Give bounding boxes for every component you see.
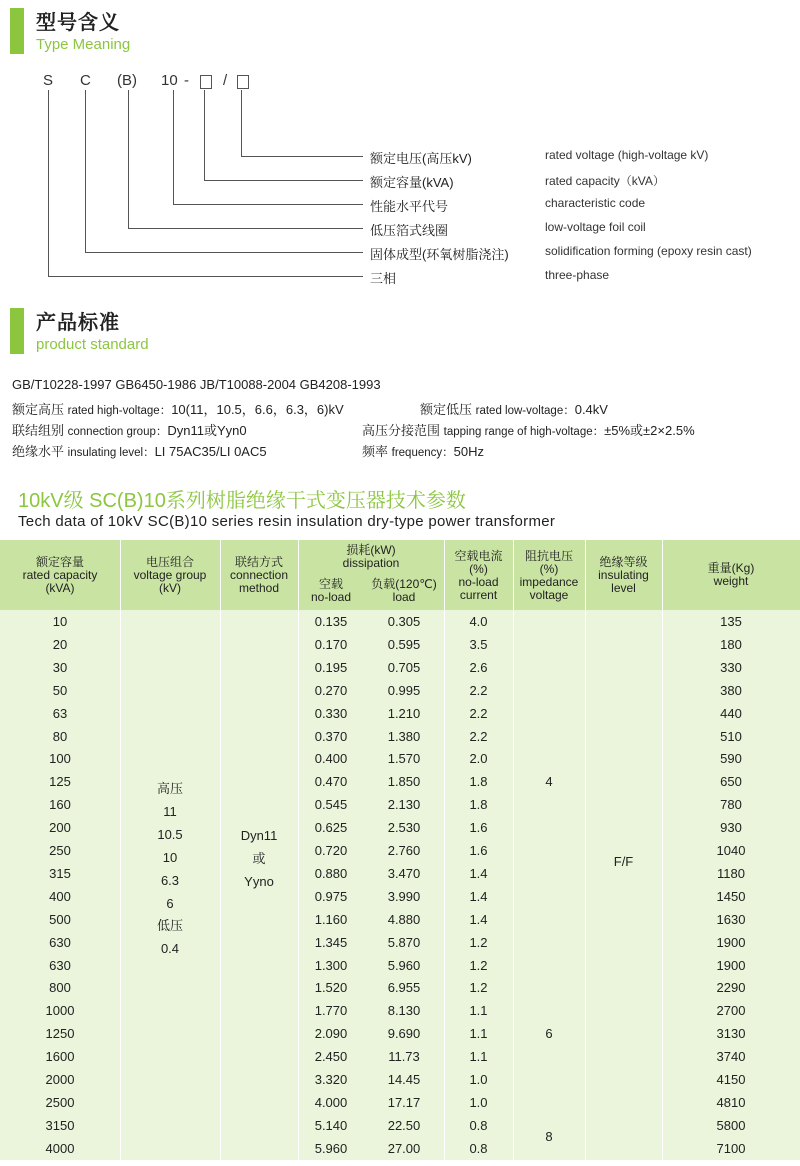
cell-weight: 780 — [720, 797, 742, 813]
tapping-range: 高压分接范围 tapping range of high-voltage：±5%或±2×2.5% — [362, 423, 695, 438]
cell-load: 2.530 — [387, 820, 421, 836]
cell-noload: 0.400 — [314, 751, 348, 767]
cell-noload: 0.545 — [314, 797, 348, 813]
cell-impedance-merged: 6 — [545, 1025, 553, 1041]
header-capacity: 额定容量 rated capacity (kVA) — [22, 555, 98, 595]
cell-capacity: 80 — [52, 728, 68, 744]
code-b: (B) — [117, 72, 137, 89]
cell-capacity: 630 — [49, 957, 71, 973]
header-impedance-voltage: 阻抗电压 (%) impedance voltage — [519, 549, 579, 602]
cell-noload: 0.625 — [314, 820, 348, 836]
cell-weight: 180 — [720, 636, 742, 652]
cell-capacity: 100 — [49, 751, 71, 767]
cell-load: 5.960 — [387, 957, 421, 973]
cell-capacity: 200 — [49, 820, 71, 836]
table-title-en: Tech data of 10kV SC(B)10 series resin insulation dry-type power transformer — [18, 513, 556, 530]
cell-weight: 1900 — [716, 934, 746, 950]
meaning-en-4: solidification forming (epoxy resin cast) — [545, 244, 752, 258]
cell-current: 2.2 — [469, 705, 488, 721]
cell-weight: 7100 — [716, 1140, 746, 1156]
code-c: C — [80, 72, 91, 89]
meaning-en-0: rated voltage (high-voltage kV) — [545, 148, 709, 162]
cell-capacity: 160 — [49, 797, 71, 813]
cell-current: 2.6 — [469, 659, 488, 675]
connection-group: 联结组别 connection group：Dyn11或Yyn0 — [12, 423, 247, 438]
cell-current: 4.0 — [469, 614, 488, 629]
code-10: 10 — [161, 72, 178, 89]
cell-capacity: 4000 — [45, 1140, 75, 1156]
insulating-level: 绝缘水平 insulating level：LI 75AC35/LI 0AC5 — [12, 444, 267, 459]
section-title-en: Type Meaning — [36, 36, 131, 53]
cell-noload: 1.300 — [314, 957, 348, 973]
cell-capacity: 1250 — [45, 1026, 75, 1042]
cell-capacity: 30 — [52, 659, 68, 675]
cell-noload: 3.320 — [314, 1072, 348, 1087]
section-accent-bar — [10, 8, 24, 54]
cell-connection-merged: Dyn11 或 Yyno — [240, 828, 278, 889]
cell-current: 2.0 — [469, 751, 488, 767]
cell-capacity: 315 — [49, 865, 71, 881]
cell-noload: 0.880 — [314, 865, 348, 881]
cell-capacity: 125 — [49, 774, 71, 790]
cell-load: 0.305 — [387, 614, 421, 629]
cell-current: 1.0 — [469, 1094, 488, 1110]
code-dash: - — [184, 72, 189, 89]
cell-capacity: 800 — [49, 980, 71, 996]
cell-weight: 330 — [720, 659, 742, 675]
cell-noload: 0.370 — [314, 728, 348, 744]
meaning-en-3: low-voltage foil coil — [545, 220, 646, 234]
table-title-zh: 10kV级 SC(B)10系列树脂绝缘干式变压器技术参数 — [18, 490, 466, 512]
cell-current: 2.2 — [469, 682, 488, 698]
cell-current: 1.8 — [469, 774, 488, 790]
cell-load: 3.470 — [387, 865, 421, 881]
meaning-en-1: rated capacity（kVA） — [545, 174, 665, 188]
code-s: S — [43, 72, 54, 89]
meaning-zh-3: 低压箔式线圈 — [370, 223, 449, 238]
cell-noload: 1.520 — [314, 980, 348, 996]
cell-weight: 4810 — [716, 1094, 746, 1110]
header-insulating-level: 绝缘等级 insulating level — [598, 555, 649, 595]
meaning-zh-0: 额定电压(高压kV) — [370, 151, 472, 166]
cell-load: 27.00 — [387, 1140, 421, 1156]
cell-noload: 5.140 — [314, 1117, 348, 1133]
cell-current: 1.6 — [469, 843, 488, 858]
header-weight: 重量(Kg) weight — [707, 561, 755, 588]
cell-capacity: 1000 — [45, 1003, 75, 1019]
cell-load: 1.210 — [387, 705, 421, 721]
meaning-zh-2: 性能水平代号 — [370, 199, 449, 214]
frequency: 频率 frequency：50Hz — [362, 444, 485, 459]
cell-noload: 2.090 — [314, 1026, 348, 1042]
cell-load: 14.45 — [387, 1072, 421, 1087]
cell-load: 8.130 — [387, 1003, 421, 1019]
cell-current: 2.2 — [469, 728, 488, 744]
cell-current: 0.8 — [469, 1117, 488, 1133]
cell-noload: 1.770 — [314, 1003, 348, 1019]
header-connection-method: 联结方式 connection method — [229, 555, 289, 595]
cell-capacity: 400 — [49, 888, 71, 904]
cell-noload: 4.000 — [314, 1094, 348, 1110]
cell-load: 0.705 — [387, 659, 421, 675]
cell-load: 17.17 — [387, 1094, 421, 1110]
section-title-zh: 产品标准 — [36, 312, 120, 334]
cell-load: 4.880 — [387, 911, 421, 927]
cell-weight: 1040 — [716, 843, 746, 858]
cell-current: 1.0 — [469, 1072, 488, 1087]
cell-weight: 510 — [720, 728, 742, 744]
meaning-zh-5: 三相 — [370, 271, 397, 286]
cell-current: 1.1 — [469, 1049, 488, 1065]
cell-capacity: 2000 — [45, 1072, 75, 1087]
cell-weight: 1450 — [716, 888, 746, 904]
cell-load: 5.870 — [387, 934, 421, 950]
cell-capacity: 2500 — [45, 1094, 75, 1110]
cell-weight: 650 — [720, 774, 742, 790]
code-slash: / — [223, 72, 228, 89]
cell-noload: 1.345 — [314, 934, 348, 950]
cell-weight: 3130 — [716, 1026, 746, 1042]
cell-current: 1.2 — [469, 957, 488, 973]
cell-noload: 5.960 — [314, 1140, 348, 1156]
cell-weight: 5800 — [716, 1117, 746, 1133]
cell-load: 3.990 — [387, 888, 421, 904]
rated-lv: 额定低压 rated low-voltage：0.4kV — [420, 402, 608, 417]
cell-capacity: 250 — [49, 843, 71, 858]
cell-capacity: 500 — [49, 911, 71, 927]
section-title-zh: 型号含义 — [36, 12, 120, 34]
cell-noload: 2.450 — [314, 1049, 348, 1065]
cell-current: 1.4 — [469, 888, 488, 904]
cell-noload: 0.170 — [314, 636, 348, 652]
cell-impedance-merged: 4 — [545, 773, 553, 789]
header-voltage-group: 电压组合 voltage group (kV) — [133, 555, 207, 595]
cell-weight: 1900 — [716, 957, 746, 973]
cell-noload: 0.330 — [314, 705, 348, 721]
cell-current: 1.6 — [469, 820, 488, 836]
cell-load: 1.380 — [387, 728, 421, 744]
cell-weight: 590 — [720, 751, 742, 767]
cell-load: 0.995 — [387, 682, 421, 698]
cell-capacity: 630 — [49, 934, 71, 950]
cell-load: 2.130 — [387, 797, 421, 813]
cell-noload: 0.195 — [314, 659, 348, 675]
section-accent-bar — [10, 308, 24, 354]
cell-current: 0.8 — [469, 1140, 488, 1156]
cell-capacity: 1600 — [45, 1049, 75, 1065]
cell-weight: 440 — [720, 705, 742, 721]
header-noload: 空载 no-load — [310, 577, 352, 604]
header-noload-current: 空载电流 (%) no-load current — [454, 549, 503, 602]
cell-noload: 0.720 — [314, 843, 348, 858]
cell-load: 0.595 — [387, 636, 421, 652]
cell-load: 9.690 — [387, 1026, 421, 1042]
header-dissipation: 损耗(kW) dissipation — [342, 543, 400, 570]
cell-current: 1.1 — [469, 1026, 488, 1042]
cell-weight: 2700 — [716, 1003, 746, 1019]
meaning-zh-4: 固体成型(环氧树脂浇注) — [370, 247, 509, 262]
cell-load: 11.73 — [388, 1049, 420, 1065]
cell-capacity: 10 — [52, 614, 68, 629]
cell-weight: 135 — [720, 614, 742, 629]
cell-current: 3.5 — [469, 636, 488, 652]
cell-insulation-merged: F/F — [613, 854, 634, 869]
cell-noload: 0.135 — [314, 614, 348, 629]
cell-weight: 930 — [720, 820, 742, 836]
section-title-en: product standard — [36, 336, 149, 353]
cell-weight: 3740 — [716, 1049, 746, 1065]
cell-weight: 2290 — [716, 980, 746, 996]
cell-load: 1.850 — [387, 774, 421, 790]
cell-current: 1.4 — [469, 865, 488, 881]
cell-voltage-group-merged: 高压 11 10.5 10 6.3 6 低压 0.4 — [156, 781, 183, 957]
cell-noload: 0.270 — [314, 682, 348, 698]
standard-codes: GB/T10228-1997 GB6450-1986 JB/T10088-2004 GB4208-1993 — [12, 377, 381, 392]
cell-capacity: 50 — [52, 682, 68, 698]
cell-noload: 1.160 — [314, 911, 348, 927]
meaning-en-2: characteristic code — [545, 196, 646, 210]
cell-current: 1.4 — [469, 911, 488, 927]
cell-load: 1.570 — [387, 751, 421, 767]
header-load: 负载(120℃) load — [371, 577, 437, 604]
cell-load: 2.760 — [387, 843, 421, 858]
cell-noload: 0.975 — [314, 888, 348, 904]
cell-capacity: 20 — [52, 636, 68, 652]
cell-weight: 380 — [720, 682, 742, 698]
cell-impedance-merged: 8 — [545, 1128, 553, 1144]
meaning-zh-1: 额定容量(kVA) — [370, 175, 454, 190]
cell-weight: 4150 — [716, 1072, 746, 1087]
meaning-en-5: three-phase — [545, 268, 610, 282]
rated-hv: 额定高压 rated high-voltage：10(11，10.5，6.6，6.3，6)kV — [12, 402, 344, 417]
cell-capacity: 3150 — [45, 1117, 75, 1133]
cell-current: 1.2 — [469, 934, 488, 950]
cell-weight: 1180 — [717, 865, 745, 881]
cell-current: 1.8 — [469, 797, 488, 813]
cell-load: 22.50 — [387, 1117, 421, 1133]
tech-data-table — [0, 540, 800, 1160]
cell-current: 1.2 — [469, 980, 488, 996]
cell-capacity: 63 — [52, 705, 68, 721]
cell-current: 1.1 — [469, 1003, 488, 1019]
cell-noload: 0.470 — [314, 774, 348, 790]
cell-load: 6.955 — [387, 980, 421, 996]
cell-weight: 1630 — [716, 911, 746, 927]
